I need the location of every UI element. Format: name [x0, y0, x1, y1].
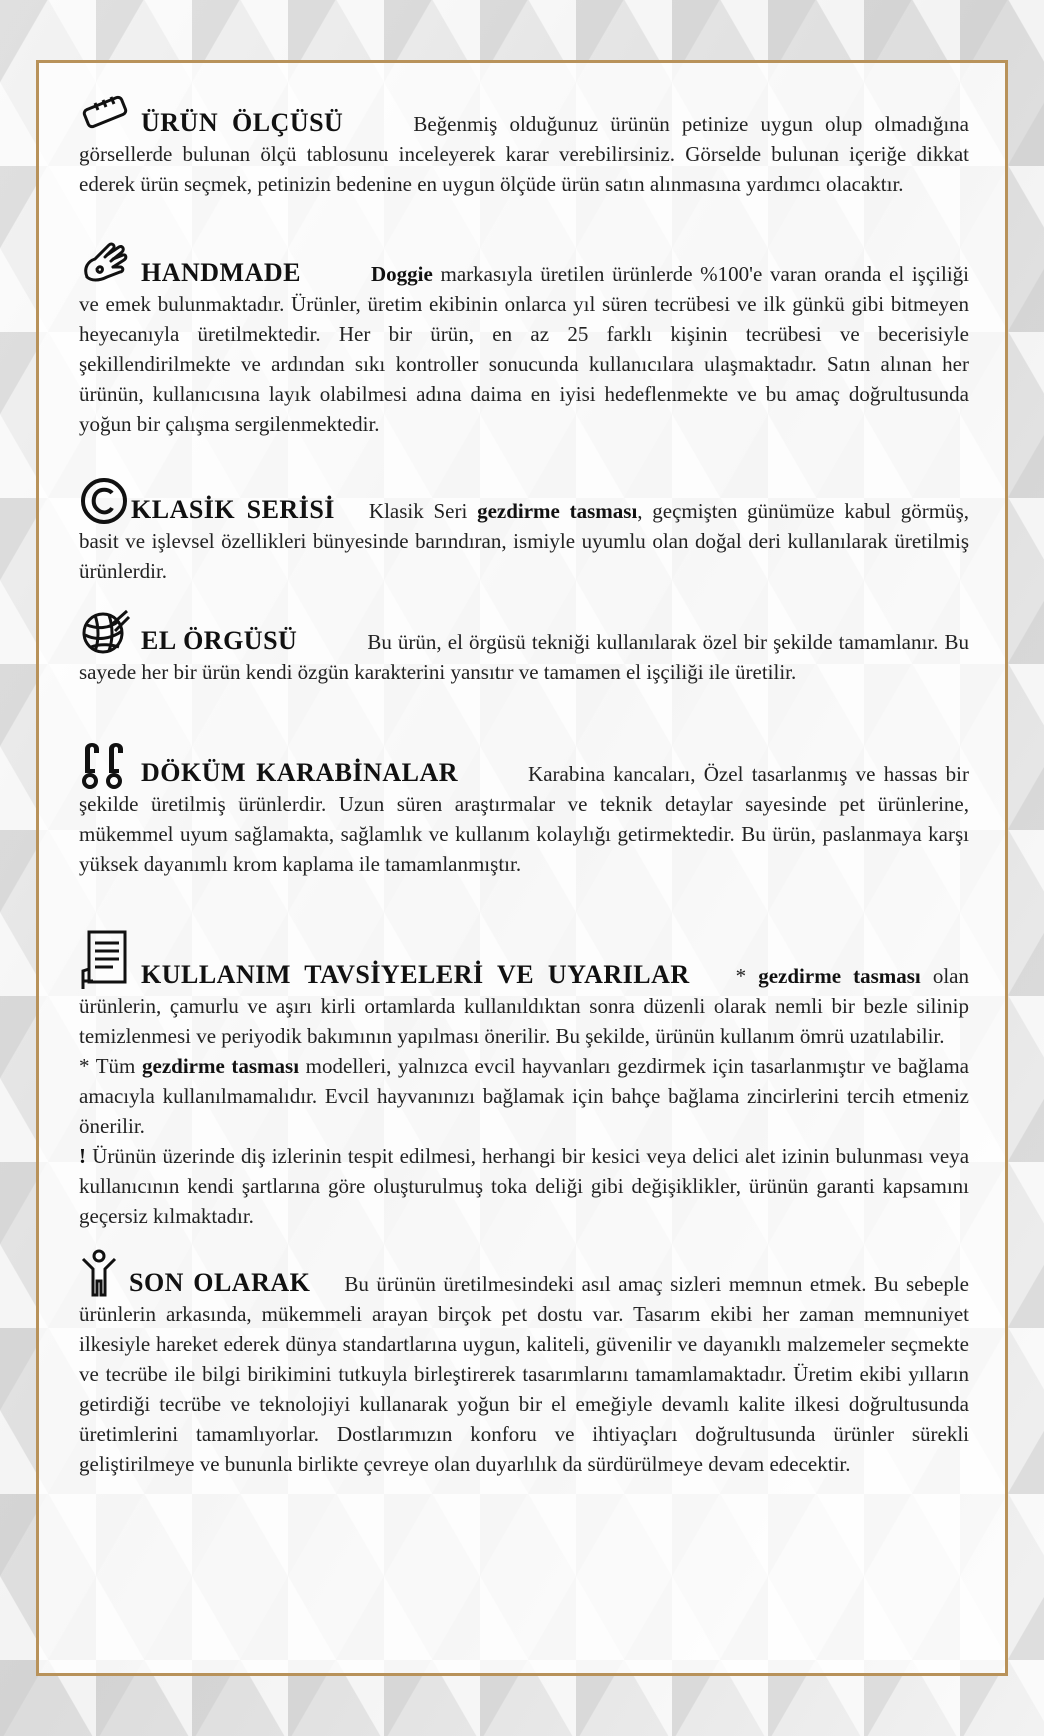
section-dokum-karabinalar	[79, 739, 969, 879]
product-keyword: gezdirme tasması	[758, 964, 921, 988]
content-frame	[36, 60, 1008, 1676]
warning-paragraph	[79, 1051, 969, 1141]
yarn-ball-icon	[79, 607, 131, 657]
section-text: markasıyla üretilen ürünlerde %100'e varan oranda el işçiliği ve emek bulunmaktadır. Ürünler, üretim ekibinin onlarca yıl süren tecrübesi ve ilk günkü gibi bitmeyen heyecanıyla üretilmektedir. Her bir ürün, en az 25 farklı kişinin tecrübesi ve becerisiyle şekillendirilmekte ve ardından sıkı kontroller sonucunda kullanıcılara ulaşmaktadır. Satın alınan her ürünün, kullanıcısına layık olabilmesi adına daima en iyisi hedeflenmekte ve bu amaç doğrultusunda yoğun bir çalışma sergilenmektedir.	[79, 262, 969, 436]
person-icon	[79, 1249, 119, 1299]
product-keyword: gezdirme tasması	[477, 499, 638, 523]
section-urun-olcusu	[79, 89, 969, 199]
measuring-tape-icon	[79, 89, 131, 139]
section-klasik-serisi	[79, 476, 969, 586]
hand-icon	[79, 239, 131, 289]
brand-name: Doggie	[371, 262, 433, 286]
section-text: Karabina kancaları, Özel tasarlanmış ve hassas bir şekilde üretilmiş ürünlerdir. Uzun süren araştırmalar ve teknik detaylar sayesinde pet ürünlerine, mükemmel uyum sağlamakta, sağlamlık ve kullanım kolaylığı getirmektedir. Bu ürün, paslanmaya karşı yüksek dayanımlı krom kaplama ile tamamlanmıştır.	[79, 762, 969, 876]
section-el-orgusu	[79, 607, 969, 687]
warranty-paragraph	[79, 1141, 969, 1231]
section-son-olarak	[79, 1249, 969, 1479]
section-title: ÜRÜN ÖLÇÜSÜ	[141, 108, 344, 137]
section-kullanim-tavsiyeleri	[79, 929, 969, 1231]
carabiner-icon	[79, 739, 131, 789]
section-title: DÖKÜM KARABİNALAR	[141, 758, 459, 787]
product-keyword: gezdirme tasması	[142, 1054, 300, 1078]
warning-star: * Tüm	[79, 1054, 136, 1078]
section-text: Ürünün üzerinde diş izlerinin tespit edilmesi, herhangi bir kesici veya delici alet izinin bulunması veya kullanıcının kendi şartlarına göre oluşturulmuş toka deliği gibi değişiklikler, ürünün garanti kapsamını geçersiz kılmaktadır.	[79, 1144, 970, 1228]
section-title: KULLANIM TAVSİYELERİ VE UYARILAR	[141, 960, 690, 989]
section-text: , geçmişten günümüze kabul görmüş, basit ve işlevsel özellikleri bünyesinde barındıran, ismiyle uyumlu olan doğal deri kullanılarak üretilmiş ürünlerdir.	[79, 499, 970, 583]
section-title: EL ÖRGÜSÜ	[141, 626, 298, 655]
section-text: Bu ürün, el örgüsü tekniği kullanılarak özel bir şekilde tamamlanır. Bu sayede her bir ürün kendi özgün karakterini yansıtır ve tamamen el işçiliği ile üretilir.	[79, 630, 969, 684]
section-title: SON OLARAK	[129, 1268, 311, 1297]
section-text: Beğenmiş olduğunuz ürünün petinize uygun olup olmadığına görsellerde bulunan ölçü tablosunu inceleyerek karar verebilirsiniz. Görselde bulunan içeriğe dikkat ederek ürün seçmek, petinizin bedenine en uygun ölçüde ürün satın alınmasına yardımcı olacaktır.	[79, 112, 969, 196]
exclamation-mark: !	[79, 1144, 86, 1168]
section-text: Klasik Seri	[368, 499, 468, 523]
section-text: Bu ürünün üretilmesindeki asıl amaç sizleri memnun etmek. Bu sebeple ürünlerin arkasında, mükemmeli arayan birçok pet dostu var. Tasarım ekibi her zaman memnuniyet ilkesiyle hareket ederek dünya standartlarına uygun, kaliteli, güvenilir ve dayanıklı malzemeler seçmekte ve tecrübe ile bilgi birikimini tutkuyla birleştirerek tasarımlarını tamamlamaktadır. Üretim ekibi yılların getirdiği tecrübe ve teknolojiyi kullanarak yoğun bir el emeğiyle devamlı kalite ilkesi doğrultusunda üretimlerini tamamlıyorlar. Dostlarımızın konforu ve ihtiyaçları doğrultusunda ürünler sürekli geliştirilmeye ve bununla birlikte çevreye olan duyarlılık da sürdürülmeye devam edecektir.	[79, 1272, 970, 1476]
section-text: olan ürünlerin, çamurlu ve aşırı kirli ortamlarda kullanıldıktan sonra düzenli olarak nemli bir bezle silinip temizlenmesi ve periyodik bakımının yapılması önerilir. Bu şekilde, ürünün kullanım ömrü uzatılabilir.	[79, 964, 969, 1048]
section-title: KLASİK SERİSİ	[131, 495, 335, 524]
copyright-icon	[79, 476, 129, 526]
section-title: HANDMADE	[141, 258, 301, 287]
section-text: modelleri, yalnızca evcil hayvanları gezdirmek için tasarlanmıştır ve bağlama amacıyla kullanılmamalıdır. Evcil hayvanınızı bağlamak için bahçe bağlama zincirlerini tercih etmeniz önerilir.	[79, 1054, 969, 1138]
warning-star: *	[735, 964, 747, 988]
section-handmade	[79, 239, 969, 439]
document-icon	[79, 929, 131, 991]
